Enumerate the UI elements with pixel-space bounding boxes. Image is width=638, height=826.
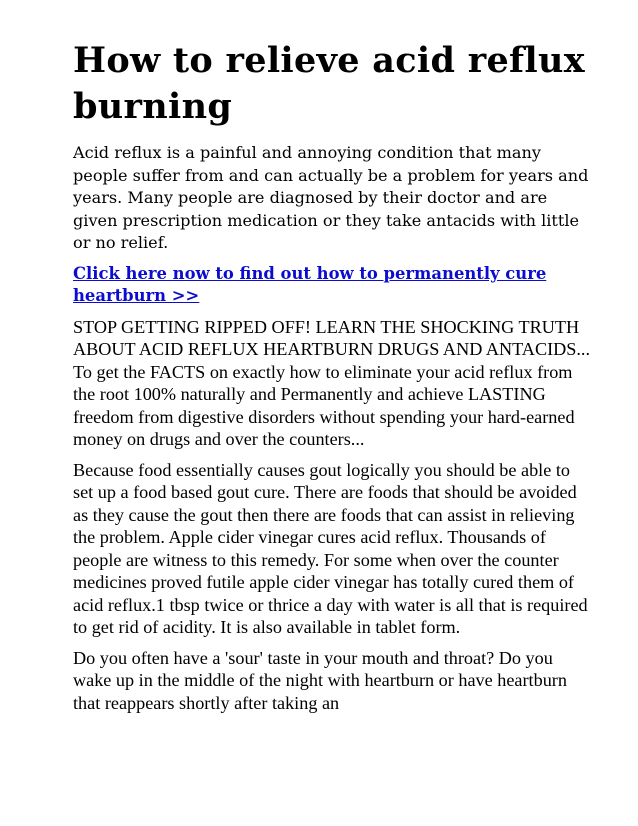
body-paragraph-2: Because food essentially causes gout logically you should be able to set up a food based gout cure. There are foods that should be avoided as they cause the gout then there are foods that can assist in relieving the problem. Apple cider vinegar cures acid reflux. Thousands of people are witness to this remedy. For some when over the counter medicines proved futile apple cider vinegar has totally cured them of acid reflux.1 tbsp twice or thrice a day with water is all that is required to get rid of acidity. It is also available in tablet form.: [73, 459, 588, 637]
page-title: How to relieve acid reflux burning: [73, 40, 585, 127]
link-paragraph: [73, 263, 593, 308]
body-paragraph-3: Do you often have a 'sour' taste in your mouth and throat? Do you wake up in the middle of the night with heartburn or have heartburn that reappears shortly after taking an: [73, 647, 567, 713]
document-page: [73, 38, 593, 722]
cure-heartburn-link[interactable]: Click here now to find out how to permanently cure heartburn >>: [73, 263, 547, 305]
intro-paragraph: Acid reflux is a painful and annoying condition that many people suffer from and can actually be a problem for years and years. Many people are diagnosed by their doctor and are given prescription medication or they take antacids with little or no relief.: [73, 143, 589, 252]
body-paragraph-1: STOP GETTING RIPPED OFF! LEARN THE SHOCKING TRUTH ABOUT ACID REFLUX HEARTBURN DRUGS AND ANTACIDS... To get the FACTS on exactly how to eliminate your acid reflux from the root 100% naturally and Permanently and achieve LASTING freedom from digestive disorders without spending your hard-earned money on drugs and over the counters...: [73, 316, 591, 449]
